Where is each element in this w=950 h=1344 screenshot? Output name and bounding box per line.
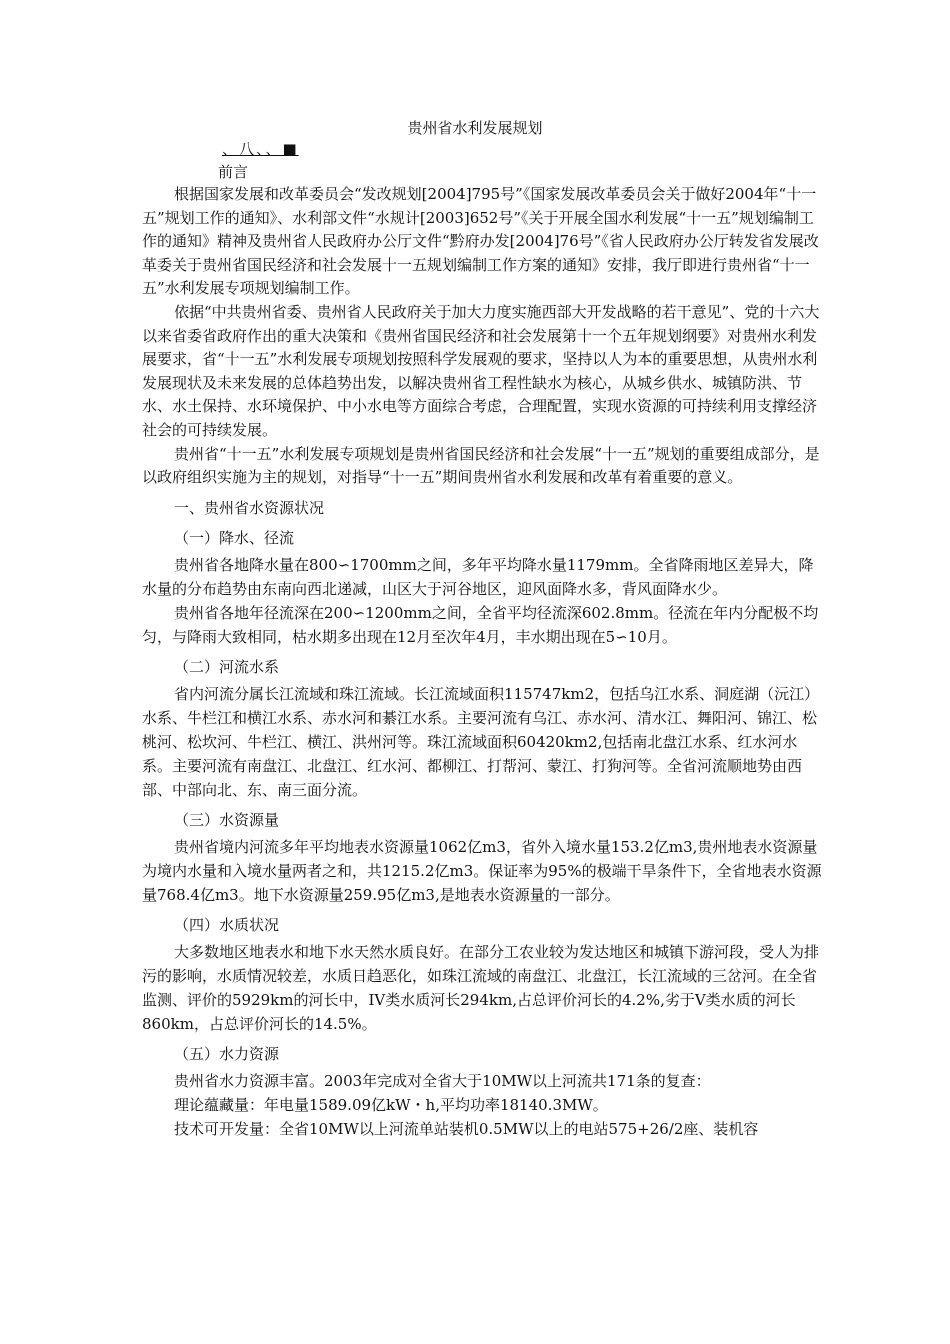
- subsection-heading-water-quality: （四）水质状况: [174, 915, 280, 934]
- section-heading-1: 一、贵州省水资源状况: [174, 498, 325, 517]
- subsection-heading-precipitation: （一）降水、径流: [174, 528, 295, 547]
- preface-label: 前言: [218, 163, 249, 181]
- paragraph-intro-2: 依据“中共贵州省委、贵州省人民政府关于加大力度实施西部大开发战略的若干意见”、党的十六大以来省委省政府作出的重大决策和《贵州省国民经济和社会发展第十一个五年规划纲要》对贵州水利发展要求，省“十一五”水利发展专项规划按照科学发展观的要求，坚持以人为本的重要思想，从贵州水利发展现状及未来发展的总体趋势出发，以解决贵州省工程性缺水为核心，从城乡供水、城镇防洪、节水、水土保持、水环境保护、中小水电等方面综合考虑，合理配置，实现水资源的可持续利用支撑经济社会的可持续发展。: [142, 302, 820, 439]
- paragraph-water-resources: 贵州省境内河流多年平均地表水资源量1062亿m3，省外入境水量153.2亿m3,贵州地表水资源量为境内水量和入境水量两者之和，共1215.2亿m3。保证率为95%的极端干旱条件下，全省地表水资源量768.4亿m3。地下水资源量259.95亿m3,是地表水资源量的一部分。: [142, 837, 822, 904]
- subsection-heading-hydropower: （五）水力资源: [174, 1044, 280, 1063]
- paragraph-rivers: 省内河流分属长江流域和珠江流域。长江流域面积115747km2，包括乌江水系、洞庭湖（沅江）水系、牛栏江和横江水系、赤水河和綦江水系。主要河流有乌江、赤水河、清水江、舞阳河、锦江、松桃河、松坎河、牛栏江、横江、洪州河等。珠江流域面积60420km2,包括南北盘江水系、红水河水系。主要河流有南盘江、北盘江、红水河、都柳江、打帮河、蒙江、打狗河等。全省河流顺地势由西部、中部向北、东、南三面分流。: [142, 684, 820, 799]
- paragraph-technical-capacity: 技术可开发量：全省10MW以上河流单站装机0.5MW以上的电站575+26/2座、装机容: [174, 1119, 759, 1138]
- document-body: [142, 183, 822, 1141]
- subsection-heading-rivers: （二）河流水系: [174, 657, 280, 676]
- paragraph-intro-1: 根据国家发展和改革委员会“发改规划[2004]795号”《国家发展改革委员会关于做好2004年“十一五”规划工作的通知》、水利部文件“水规计[2003]652号”《关于开展全国水利发展“十一五”规划编制工作的通知》精神及贵州省人民政府办公厅文件“黔府办发[2004]76号”《省人民政府办公厅转发省发展改革委关于贵州省国民经济和社会发展十一五规划编制工作方案的通知》安排，我厅即进行贵州省“十一五”水利发展专项规划编制工作。: [142, 185, 819, 298]
- paragraph-runoff: 贵州省各地年径流深在200∽1200mm之间，全省平均径流深602.8mm。径流在年内分配极不均匀，与降雨大致相同，枯水期多出现在12月至次年4月，丰水期出现在5∽10月。: [142, 603, 819, 646]
- paragraph-water-quality: 大多数地区地表水和地下水天然水质良好。在部分工农业较为发达地区和城镇下游河段，受人为排污的影响，水质情况较差，水质日趋恶化，如珠江流域的南盘江、北盘江，长江流域的三岔河。在全省监测、评价的5929km的河长中，IV类水质河长294km,占总评价河长的4.2%,劣于V类水质的河长860km，占总评价河长的14.5%。: [142, 942, 820, 1033]
- paragraph-theoretical-reserve: 理论蕴藏量：年电量1589.09亿kW・h,平均功率18140.3MW。: [174, 1095, 608, 1114]
- paragraph-precipitation: 贵州省各地降水量在800∽1700mm之间，多年平均降水量1179mm。全省降雨地区差异大，降水量的分布趋势由东南向西北递减，山区大于河谷地区，迎风面降水多，背风面降水少。: [142, 555, 814, 598]
- paragraph-intro-3: 贵州省“十一五”水利发展专项规划是贵州省国民经济和社会发展“十一五”规划的重要组成部分，是以政府组织实施为主的规划，对指导“十一五”期间贵州省水利发展和改革有着重要的意义。: [142, 444, 820, 487]
- subsection-heading-water-resources: （三）水资源量: [174, 810, 280, 829]
- heading-mark: 、八、、■: [222, 140, 299, 158]
- paragraph-hydropower: 贵州省水力资源丰富。2003年完成对全省大于10MW以上河流共171条的复查：: [174, 1071, 711, 1090]
- document-title: 贵州省水利发展规划: [407, 119, 543, 137]
